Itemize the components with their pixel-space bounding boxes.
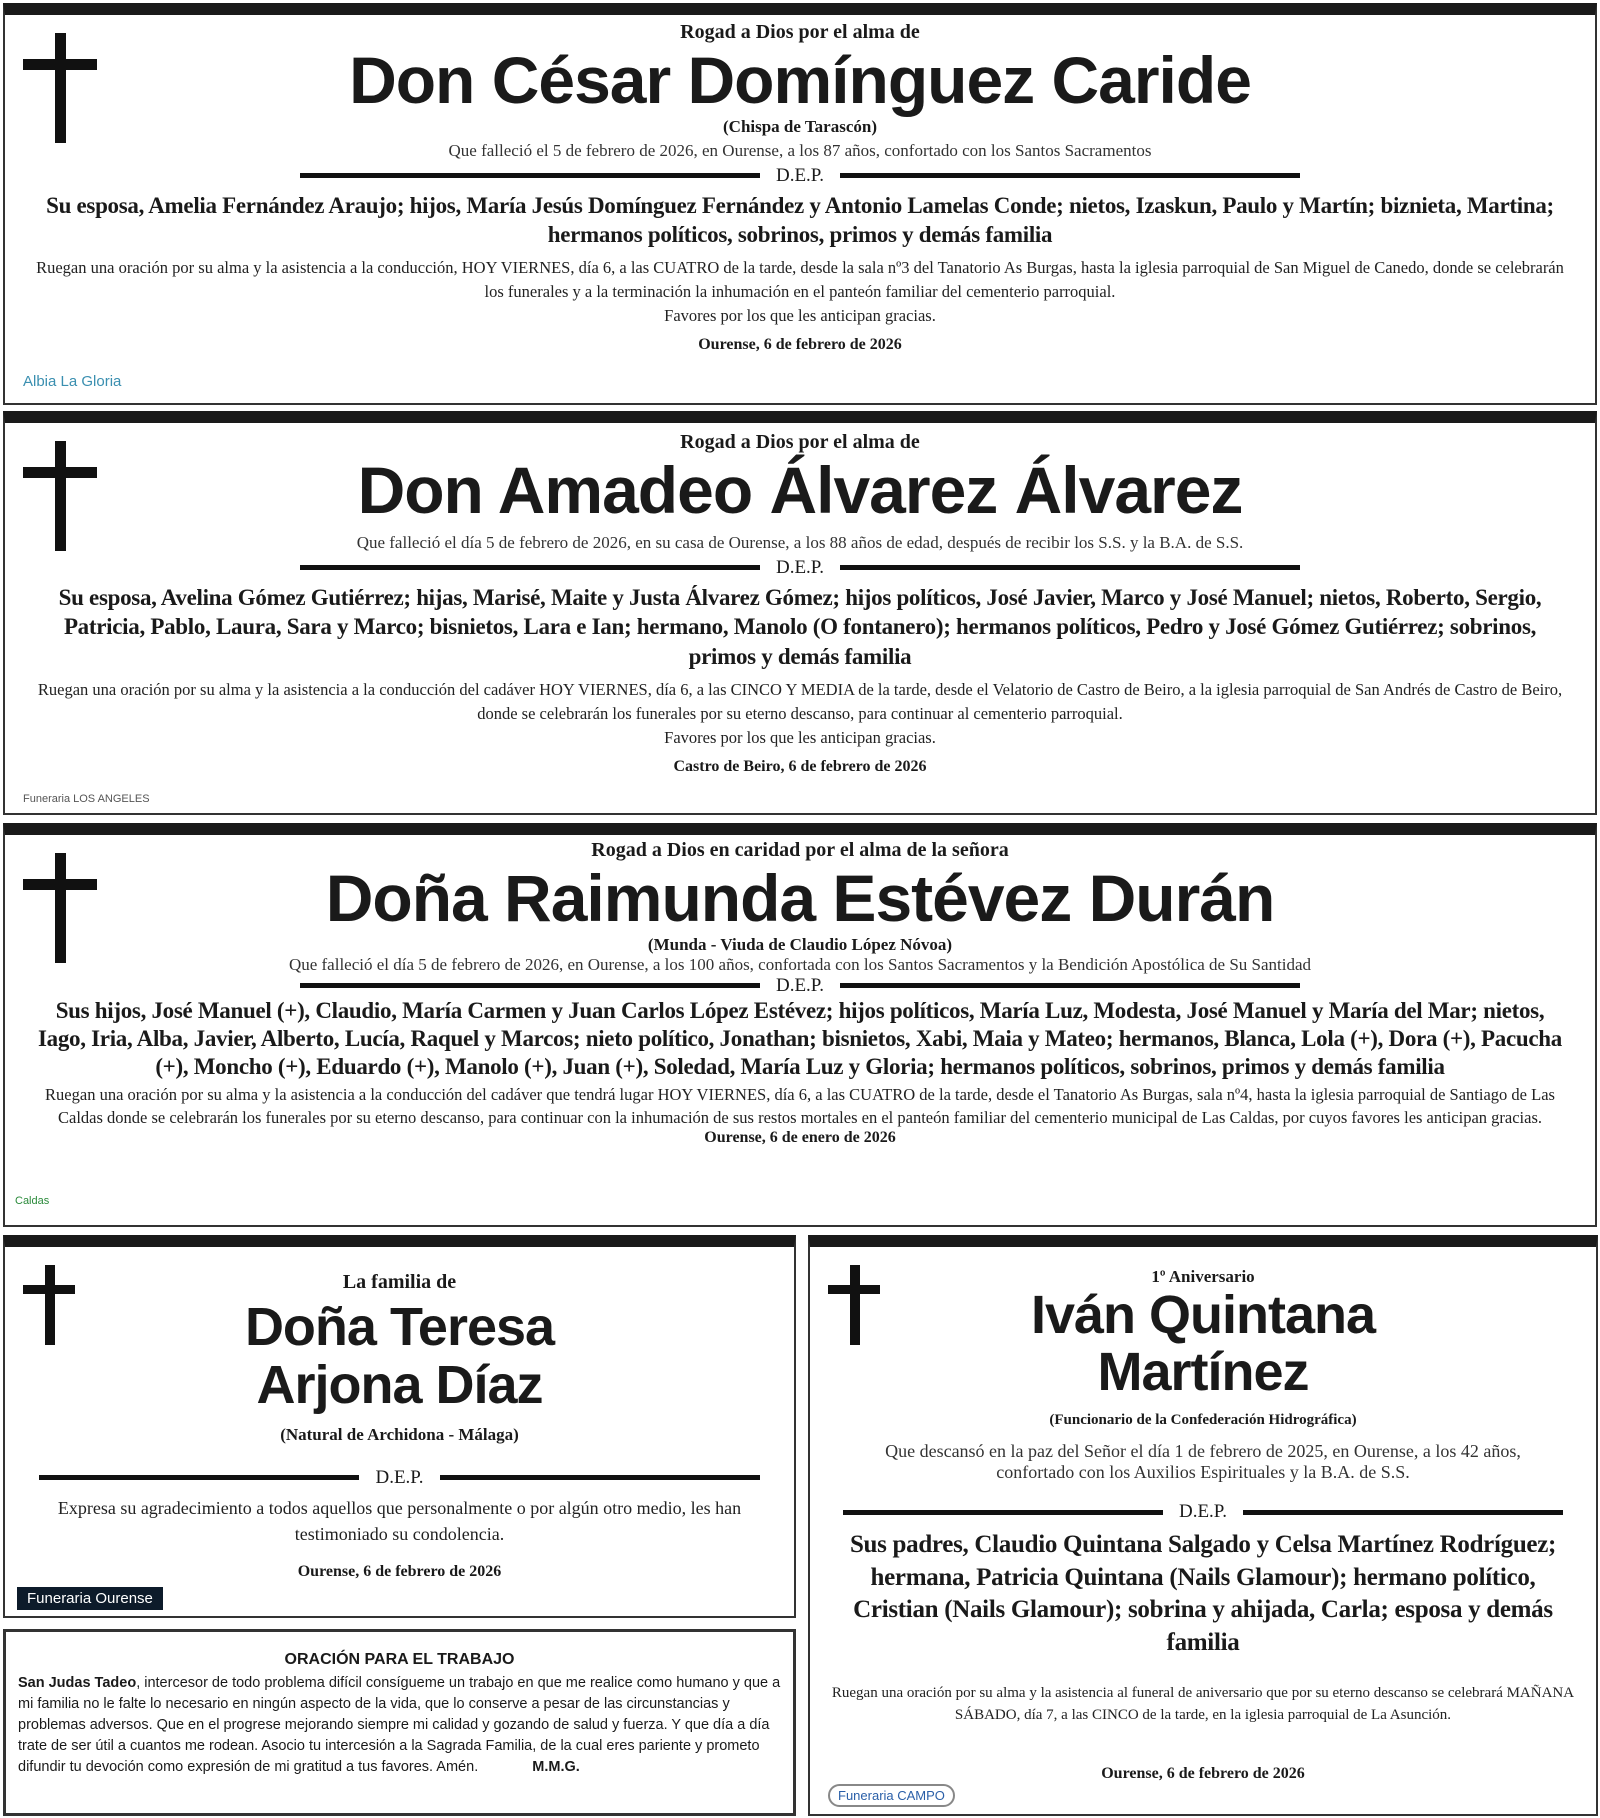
- cross-icon: [23, 853, 97, 963]
- deceased-name: Doña Raimunda Estévez Durán: [325, 861, 1275, 935]
- thanks-text: Expresa su agradecimiento a todos aquellos que personalmente o por algún otro medio, les han testimoniado su condolencia.: [57, 1497, 742, 1544]
- pre-title: La familia de: [342, 1271, 457, 1293]
- dep-divider: D.E.P.: [5, 1467, 794, 1489]
- nickname: (Funcionario de la Confederación Hidrográfica): [1049, 1412, 1357, 1429]
- notice-date: Castro de Beiro, 6 de febrero de 2026: [673, 758, 927, 776]
- dep-divider: D.E.P.: [810, 1501, 1596, 1523]
- cross-icon: [23, 1265, 75, 1345]
- deceased-name: Doña Teresa Arjona Díaz: [244, 1297, 555, 1416]
- death-info: Que descansó en la paz del Señor el día 1 de febrero de 2025, en Ourense, a los 42 años, confortado con los Auxilios Espirituales y la B.A. de S.S.: [885, 1441, 1521, 1483]
- prayer-body: [18, 1673, 781, 1778]
- cross-icon: [23, 33, 97, 143]
- nickname: (Natural de Archidona - Málaga): [280, 1424, 519, 1444]
- death-info: Que falleció el día 5 de febrero de 2026, en su casa de Ourense, a los 88 años de edad, después de recibir los S.S. y la B.A. de S.S.: [356, 532, 1244, 552]
- notice-date: Ourense, 6 de enero de 2026: [704, 1128, 896, 1146]
- dep-divider: D.E.P.: [5, 165, 1595, 187]
- obituary-amadeo-alvarez: [3, 411, 1597, 815]
- funeral-home-logo: Funeraria Ourense: [17, 1587, 163, 1610]
- notice-date: Ourense, 6 de febrero de 2026: [297, 1562, 502, 1580]
- family-list: Sus padres, Claudio Quintana Salgado y Celsa Martínez Rodríguez; hermana, Patricia Quintana (Nails Glamour); hermano político, Cristian (Nails Glamour); sobrina y ahijada, Carla; esposa y demás familia: [849, 1531, 1557, 1656]
- cross-icon: [828, 1265, 880, 1345]
- deceased-name: Iván Quintana Martínez: [1030, 1285, 1376, 1402]
- nickname: (Munda - Viuda de Claudio López Nóvoa): [647, 934, 953, 954]
- prayer-box: [3, 1629, 796, 1816]
- deceased-name: Don Amadeo Álvarez Álvarez: [357, 453, 1243, 527]
- service-info: Ruegan una oración por su alma y la asistencia a la conducción del cadáver que tendrá lugar HOY VIERNES, día 6, a las CUATRO de la tarde, desde el Tanatorio As Burgas, sala nº4, hasta la iglesia parroquial de Santiago de Las Caldas donde se celebrarán los funerales por su eterno descanso, para continuar con la inhumación de sus restos mortales en el panteón familiar del cementerio municipal de Las Caldas, por cuyos favores les anticipan gracias.: [45, 1084, 1555, 1127]
- service-info: Ruegan una oración por su alma y la asistencia a la conducción del cadáver HOY VIERNES, día 6, a las CINCO Y MEDIA de la tarde, desde el Velatorio de Castro de Beiro, a la iglesia parroquial de San Andrés de Castro de Beiro, donde se celebrarán los funerales por su eterno descanso, para continuar al cementerio parroquial.: [37, 680, 1563, 724]
- dep-divider: D.E.P.: [5, 975, 1595, 997]
- death-info: Que falleció el día 5 de febrero de 2026, en Ourense, a los 100 años, confortada con los Santos Sacramentos y la Bendición Apostólica de Su Santidad: [288, 954, 1312, 974]
- pre-title: Rogad a Dios por el alma de: [680, 21, 920, 43]
- obituary-cesar-dominguez: [3, 3, 1597, 405]
- death-info: Que falleció el 5 de febrero de 2026, en Ourense, a los 87 años, confortado con los Santos Sacramentos: [448, 140, 1152, 160]
- pre-title: 1º Aniversario: [1151, 1267, 1255, 1286]
- pre-title: Rogad a Dios por el alma de: [680, 431, 920, 453]
- obituary-teresa-arjona: [3, 1235, 796, 1618]
- notice-date: Ourense, 6 de febrero de 2026: [698, 336, 902, 354]
- obituary-ivan-quintana: [808, 1235, 1598, 1816]
- funeral-home-logo: Caldas: [15, 1195, 50, 1207]
- pre-title: Rogad a Dios en caridad por el alma de la señora: [591, 839, 1009, 861]
- funeral-home-logo: Funeraria CAMPO: [828, 1784, 955, 1807]
- family-list: Su esposa, Amelia Fernández Araujo; hijos, María Jesús Domínguez Fernández y Antonio Lamelas Conde; nietos, Izaskun, Paulo y Martín; biznieta, Martina; hermanos políticos, sobrinos, primos y demás familia: [46, 192, 1554, 248]
- thanks-line: Favores por los que les anticipan gracias.: [664, 306, 936, 326]
- obituary-raimunda-estevez: [3, 823, 1597, 1227]
- family-list: Su esposa, Avelina Gómez Gutiérrez; hijas, Marisé, Maite y Justa Álvarez Gómez; hijos políticos, José Javier, Marco y José Manuel; nietos, Roberto, Sergio, Patricia, Pablo, Laura, Sara y Marco; bisnietos, Lara e Ian; hermano, Manolo (O fontanero); hermanos políticos, Pedro y José Gómez Gutiérrez; sobrinos, primos y demás familia: [58, 584, 1542, 670]
- prayer-text: , intercesor de todo problema difícil consígueme un trabajo en que me realice como humano y que a mi familia no le falte lo necesario en ningún aspecto de la vida, que lo conserve a pesar de las circunstancias y problemas adversos. Que en el progrese mejorando siempre mi calidad y gozando de salud y fuerza. Y que día a día trate de ser útil a cuantos me rodean. Asocio tu intercesión a la Sagrada Familia, de la cual eres pariente y prometo difundir tu devoción como expresión de mi gratitud a tus favores. Amén.: [18, 1675, 781, 1776]
- cross-icon: [23, 441, 97, 551]
- nickname: (Chispa de Tarascón): [723, 116, 877, 136]
- thanks-line: Favores por los que les anticipan gracias.: [664, 728, 936, 748]
- funeral-home-logo: Albia La Gloria: [23, 373, 122, 390]
- notice-date: Ourense, 6 de febrero de 2026: [1101, 1764, 1305, 1782]
- prayer-saint: San Judas Tadeo: [18, 1675, 137, 1692]
- deceased-name: Don César Domínguez Caride: [349, 43, 1251, 117]
- dep-divider: D.E.P.: [5, 557, 1595, 579]
- service-info: Ruegan una oración por su alma y la asistencia a la conducción, HOY VIERNES, día 6, a las CUATRO de la tarde, desde la sala nº3 del Tanatorio As Burgas, hasta la iglesia parroquial de San Miguel de Canedo, donde se celebrarán los funerales y a la terminación la inhumación en el panteón familiar del cementerio parroquial.: [36, 258, 1564, 302]
- service-info: Ruegan una oración por su alma y la asistencia al funeral de aniversario que por su eterno descanso se celebrará MAÑANA SÁBADO, día 7, a las CINCO de la tarde, en la iglesia parroquial de La Asunción.: [831, 1685, 1575, 1724]
- prayer-signature: M.M.G.: [532, 1759, 580, 1776]
- prayer-title: ORACIÓN PARA EL TRABAJO: [284, 1651, 515, 1668]
- family-list: Sus hijos, José Manuel (+), Claudio, María Carmen y Juan Carlos López Estévez; hijos políticos, María Luz, Modesta, José Manuel y María del Mar; nietos, Iago, Iria, Alba, Javier, Alberto, Lucía, Raquel y Marcos; nieto político, Jonathan; bisnietos, Xabi, Maia y Mateo; hermanos, Blanca, Lola (+), Dora (+), Pacucha (+), Moncho (+), Eduardo (+), Manolo (+), Juan (+), Soledad, María Luz y Gloria; hermanos políticos, sobrinos, primos y demás familia: [38, 997, 1562, 1079]
- funeral-home-logo: Funeraria LOS ANGELES: [23, 793, 150, 805]
